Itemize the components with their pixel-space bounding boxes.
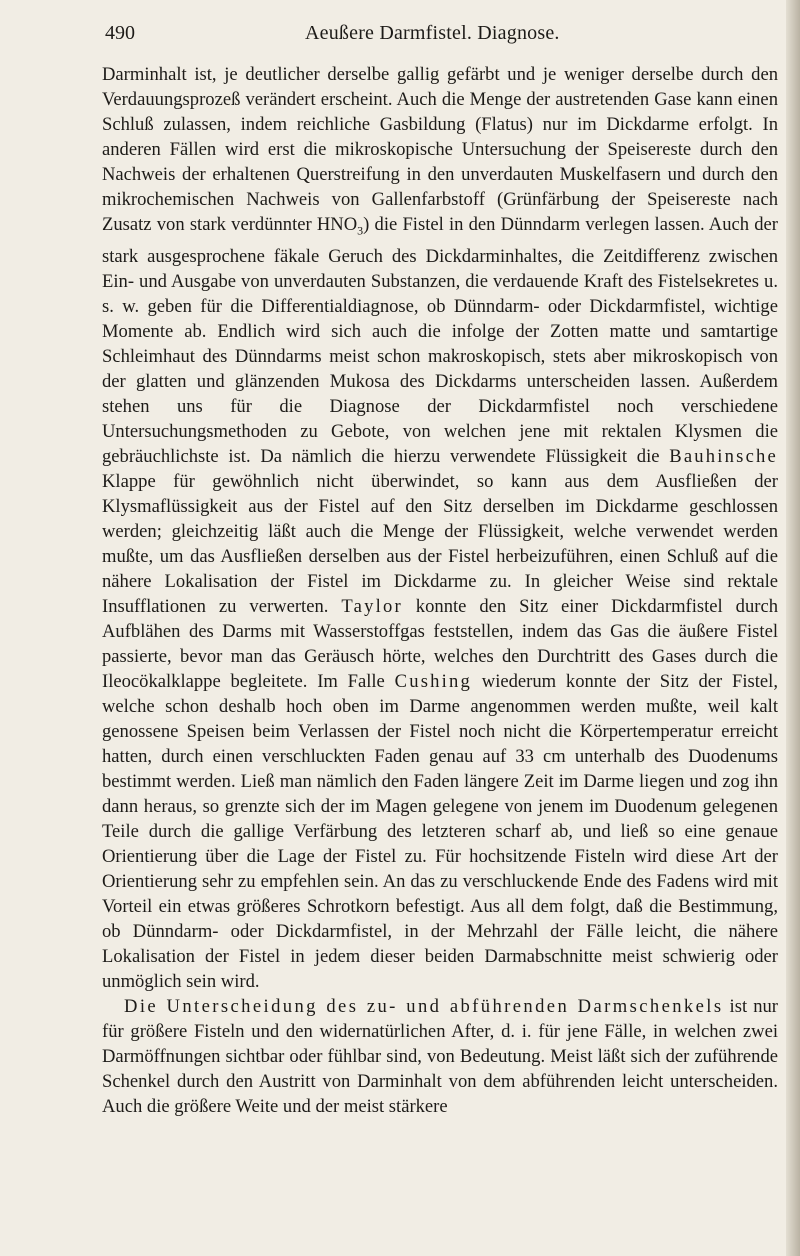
- paragraph-text: Klappe für gewöhnlich nicht überwindet, so kann aus dem Ausfließen der Klysmaflüssigkeit aus der Fistel auf den Sitz derselben im Dickdarme geschlossen werden; gleichzeitig läßt auch die Menge der Flüssigkeit, welche verwendet werden mußte, um das Ausfließen derselben aus der Fistel herbeizuführen, einen Schluß auf die nähere Lokalisation der Fistel im Dickdarme zu. In gleicher Weise sind rektale Insufflationen zu verwerten.: [102, 470, 778, 618]
- paragraph-text: wiederum konnte der Sitz der Fistel, welche schon deshalb hoch oben im Darme angenommen werden mußte, weil kalt genossene Speisen beim Verlassen der Fistel noch nicht die Körpertemperatur erreicht hatten, durch einen verschluckten Faden genau auf 33 cm unterhalb des Duodenums bestimmt werden. Ließ man nämlich den Faden längere Zeit im Darme liegen und zog ihn dann heraus, so grenzte sich der im Magen gelegene von jenem im Duodenum gelegenen Teile durch die gallige Verfärbung des letzteren scharf ab, und ließ so eine genaue Orientierung über die Lage der Fistel zu. Für hochsitzende Fisteln wird diese Art der Orientierung sehr zu empfehlen sein. An das zu verschluckende Ende des Fadens wird mit Vorteil ein etwas größeres Schrotkorn befestigt. Aus all dem folgt, daß die Bestimmung, ob Dünndarm- oder Dickdarmfistel, in der Mehrzahl der Fälle leicht, die nähere Lokalisation der Fistel in jedem dieser beiden Darmabschnitte meist schwierig oder unmöglich sein wird.: [102, 671, 778, 993]
- paragraph-differentiation: [102, 994, 778, 1119]
- running-title: Aeußere Darmfistel. Diagnose.: [305, 22, 560, 44]
- author-name-bauhin: Bauhinsche: [669, 445, 778, 467]
- page-number: 490: [105, 22, 135, 44]
- paragraph-text: ) die Fistel in den Dünndarm verlegen lassen. Auch der stark ausgesprochene fäkale Geruch des Dickdarminhaltes, die Zeitdifferenz zwischen Ein- und Ausgabe von unverdauten Substanzen, die verdauende Kraft des Fistelsekretes u. s. w. geben für die Differentialdiagnose, ob Dünndarm- oder Dickdarmfistel, wichtige Momente ab. Endlich wird sich auch die infolge der Zotten matte und samtartige Schleimhaut des Dünndarms meist schon makroskopisch, stets aber mikroskopisch von der glatten und glänzenden Mukosa des Dickdarms unterscheiden lassen. Außerdem stehen uns für die Diagnose der Dickdarmfistel noch verschiedene Untersuchungsmethoden zu Gebote, von welchen jene mit rektalen Klysmen die gebräuchlichste ist. Da nämlich die hierzu verwendete Flüssigkeit die: [102, 214, 778, 467]
- paragraph-text: konnte den Sitz einer Dickdarmfistel durch Aufblähen des Darms mit Wasserstoffgas feststellen, indem das Gas die äußere Fistel passierte, bevor man das Geräusch hörte, welches den Durchtritt des Gases durch die Ileocökalklappe begleitete. Im Falle: [102, 596, 778, 693]
- paragraph-text: ist nur für größere Fisteln und den widernatürlichen After, d. i. für jene Fälle, in welchen zwei Darmöffnungen sichtbar oder fühlbar sind, von Bedeutung. Meist läßt sich der zuführende Schenkel durch den Austritt von Darminhalt von dem abführenden leicht unterscheiden. Auch die größere Weite und der meist stärkere: [102, 996, 778, 1118]
- author-name-taylor: Taylor: [341, 596, 403, 618]
- body-text: [102, 62, 778, 1119]
- running-head: [105, 22, 775, 50]
- page-edge-shadow: [786, 0, 800, 1256]
- section-heading-spaced: Die Unterscheidung des zu- und abführenden Darmschenkels: [124, 996, 724, 1018]
- paragraph-diagnosis: [102, 62, 778, 994]
- author-name-cushing: Cushing: [394, 671, 472, 693]
- subscript-3: 3: [357, 223, 364, 238]
- paragraph-text: Darminhalt ist, je deutlicher derselbe gallig gefärbt und je weniger derselbe durch den Verdauungsprozeß verändert erscheint. Auch die Menge der austretenden Gase kann einen Schluß zulassen, indem reichliche Gasbildung (Flatus) nur im Dickdarme erfolgt. In anderen Fällen wird erst die mikroskopische Untersuchung der Speisereste durch den Nachweis der erhaltenen Querstreifung in den unverdauten Muskelfasern und durch den mikrochemischen Nachweis von Gallenfarbstoff (Grünfärbung der Speisereste nach Zusatz von stark verdünnter HNO: [102, 64, 778, 236]
